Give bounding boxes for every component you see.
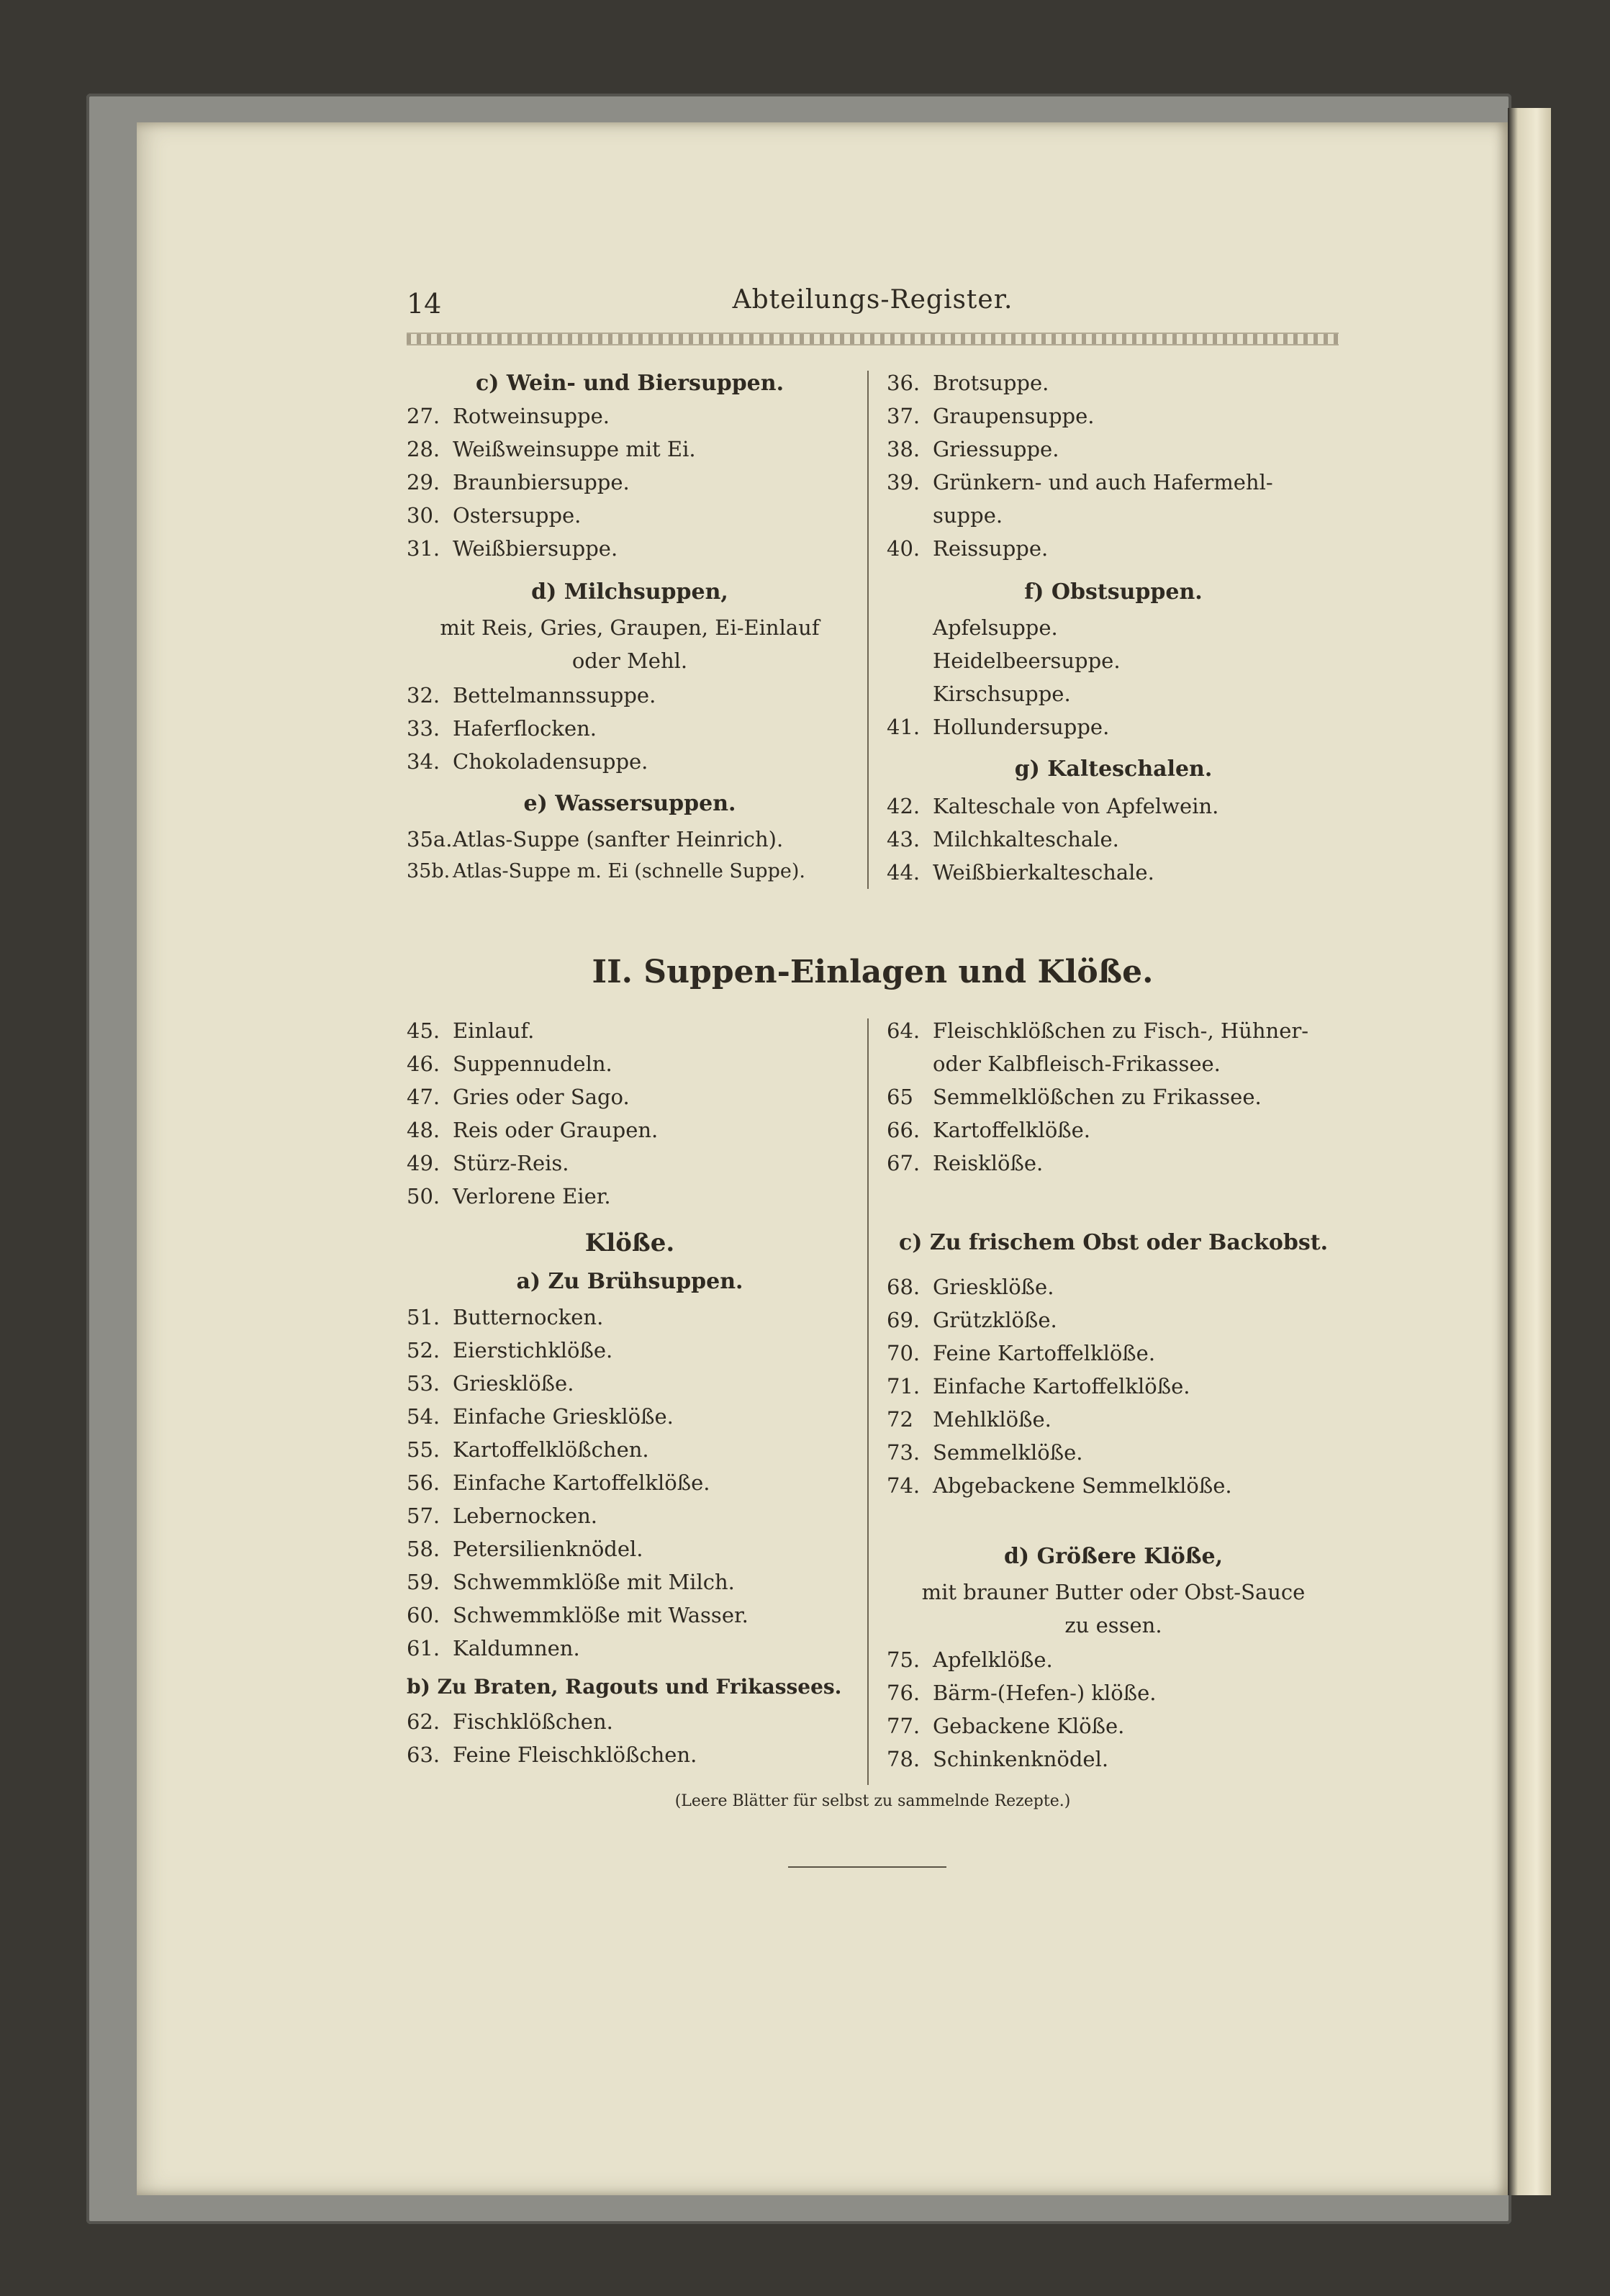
list-item: 34. Chokoladensuppe.: [407, 749, 648, 774]
list-item: 30. Ostersuppe.: [407, 503, 582, 528]
next-page-edge: [1508, 108, 1551, 2195]
list-item: 29. Braunbiersuppe.: [407, 470, 630, 494]
list-item: 63. Feine Fleischklößchen.: [407, 1743, 697, 1767]
list-item: 71. Einfache Kartoffelklöße.: [887, 1374, 1190, 1398]
list-item: 48. Reis oder Graupen.: [407, 1118, 659, 1142]
list-item: 37. Graupensuppe.: [887, 404, 1095, 428]
section-heading-a: a) Zu Brühsuppen.: [516, 1269, 743, 1294]
list-item: 54. Einfache Griesklöße.: [407, 1404, 674, 1429]
list-item: 46. Suppennudeln.: [407, 1052, 612, 1076]
list-item: 72 Mehlklöße.: [887, 1407, 1052, 1432]
list-item: 50. Verlorene Eier.: [407, 1184, 611, 1208]
list-item: 56. Einfache Kartoffelklöße.: [407, 1470, 710, 1495]
list-item: 35a.Atlas-Suppe (sanfter Heinrich).: [407, 827, 784, 851]
list-item: 67. Reisklöße.: [887, 1151, 1044, 1175]
section-heading-f: f) Obstsuppen.: [1024, 579, 1203, 605]
list-item: 62. Fischklößchen.: [407, 1709, 613, 1734]
list-item: 47. Gries oder Sago.: [407, 1085, 630, 1109]
list-item: 66. Kartoffelklöße.: [887, 1118, 1091, 1142]
list-item: 73. Semmelklöße.: [887, 1440, 1083, 1465]
footnote: (Leere Blätter für selbst zu sammelnde Rezepte.): [674, 1792, 1071, 1810]
section-heading-g: g) Kalteschalen.: [1014, 756, 1213, 782]
subsection-heading-kloesse: Klöße.: [584, 1229, 675, 1257]
page-header: [407, 281, 1339, 324]
list-item: 39. Grünkern- und auch Hafermehl-: [887, 470, 1273, 494]
section-subtitle: oder Mehl.: [571, 648, 688, 673]
header-ornament-rule: [407, 333, 1339, 345]
list-item: 69. Grützklöße.: [887, 1308, 1057, 1332]
section-heading-b: b) Zu Braten, Ragouts und Frikassees.: [407, 1675, 842, 1699]
list-item: 64. Fleischklößchen zu Fisch-, Hühner-: [887, 1018, 1309, 1043]
list-item: 43. Milchkalteschale.: [887, 827, 1119, 851]
list-item-continuation: suppe.: [933, 503, 1003, 528]
section-subtitle: mit Reis, Gries, Graupen, Ei-Einlauf: [440, 615, 820, 640]
column-divider: [867, 371, 869, 889]
list-item: 60. Schwemmklöße mit Wasser.: [407, 1603, 749, 1627]
section-heading-e: e) Wassersuppen.: [523, 791, 736, 816]
list-item: 77. Gebackene Klöße.: [887, 1714, 1125, 1738]
list-item: 36. Brotsuppe.: [887, 371, 1049, 395]
running-title: Abteilungs-Register.: [732, 285, 1013, 315]
list-item-continuation: oder Kalbfleisch-Frikassee.: [933, 1052, 1221, 1076]
list-item: Kirschsuppe.: [933, 682, 1071, 706]
list-item: 52. Eierstichklöße.: [407, 1338, 613, 1362]
column-divider: [867, 1018, 869, 1785]
list-item: 74. Abgebackene Semmelklöße.: [887, 1473, 1232, 1498]
list-item: 49. Stürz-Reis.: [407, 1151, 569, 1175]
list-item: 78. Schinkenknödel.: [887, 1747, 1109, 1771]
end-rule: [788, 1866, 946, 1868]
list-item: 53. Griesklöße.: [407, 1371, 574, 1396]
section-heading-c: c) Wein- und Biersuppen.: [475, 371, 784, 396]
section-title: II. Suppen-Einlagen und Klöße.: [592, 954, 1154, 990]
list-item: 42. Kalteschale von Apfelwein.: [887, 794, 1219, 818]
list-item: 41. Hollundersuppe.: [887, 715, 1110, 739]
top-right-column: [887, 371, 1340, 889]
list-item: 28. Weißweinsuppe mit Ei.: [407, 437, 696, 461]
list-item: 27. Rotweinsuppe.: [407, 404, 610, 428]
list-item: 61. Kaldumnen.: [407, 1636, 580, 1660]
list-item: 75. Apfelklöße.: [887, 1648, 1053, 1672]
section-subtitle: mit brauner Butter oder Obst-Sauce: [921, 1580, 1306, 1604]
list-item: 70. Feine Kartoffelklöße.: [887, 1341, 1156, 1365]
list-item: 65 Semmelklößchen zu Frikassee.: [887, 1085, 1262, 1109]
list-item: 57. Lebernocken.: [407, 1504, 598, 1528]
list-item: 59. Schwemmklöße mit Milch.: [407, 1570, 735, 1594]
list-item: 45. Einlauf.: [407, 1018, 535, 1043]
list-item: 58. Petersilienknödel.: [407, 1537, 643, 1561]
list-item: 40. Reissuppe.: [887, 536, 1049, 561]
list-item: 68. Griesklöße.: [887, 1275, 1054, 1299]
section-heading-d: d) Größere Klöße,: [1003, 1544, 1224, 1569]
section-subtitle: zu essen.: [1064, 1613, 1162, 1637]
list-item: 32. Bettelmannssuppe.: [407, 683, 656, 708]
list-item: 44. Weißbierkalteschale.: [887, 860, 1154, 885]
list-item: 51. Butternocken.: [407, 1305, 604, 1329]
list-item: 31. Weißbiersuppe.: [407, 536, 618, 561]
bottom-left-column: [407, 1018, 853, 1789]
list-item: Apfelsuppe.: [933, 615, 1058, 640]
page-number: 14: [407, 288, 442, 320]
list-item: 76. Bärm-(Hefen-) klöße.: [887, 1681, 1157, 1705]
list-item: 33. Haferflocken.: [407, 716, 597, 741]
list-item: 55. Kartoffelklößchen.: [407, 1437, 649, 1462]
section-heading-c: c) Zu frischem Obst oder Backobst.: [898, 1230, 1329, 1255]
list-item: 35b. Atlas-Suppe m. Ei (schnelle Suppe).: [407, 860, 805, 882]
list-item: 38. Griessuppe.: [887, 437, 1059, 461]
list-item: Heidelbeersuppe.: [933, 648, 1121, 673]
bottom-right-column: [887, 1018, 1340, 1789]
section-heading-d: d) Milchsuppen,: [531, 579, 728, 605]
top-left-column: [407, 371, 853, 889]
